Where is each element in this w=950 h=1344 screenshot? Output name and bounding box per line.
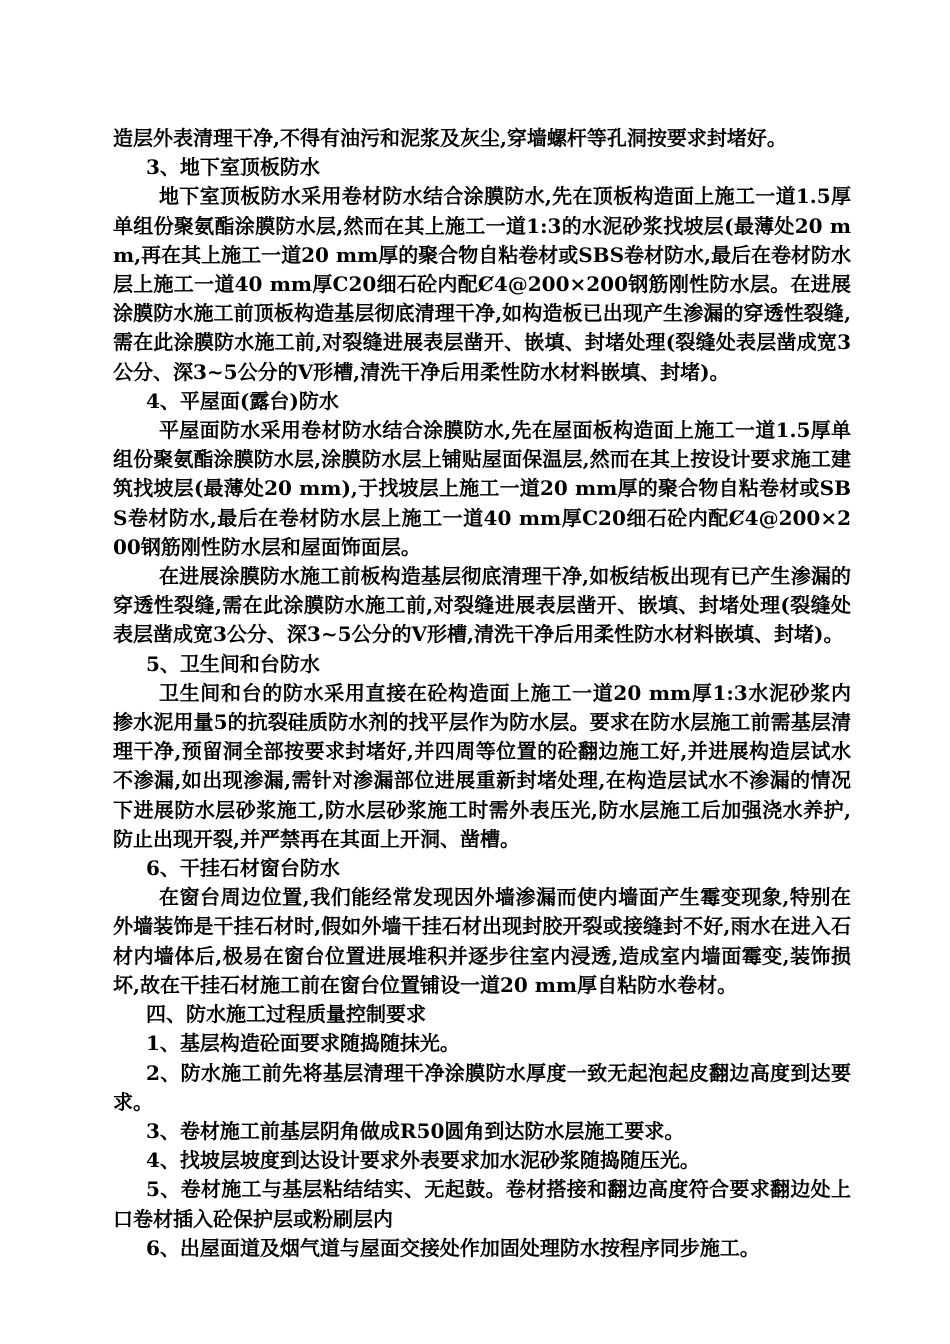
quality-item-5: 5、卷材施工与基层粘结结实、无起鼓。卷材搭接和翻边高度符合要求翻边处上口卷材插入砼保护层或粉刷层内 — [113, 1177, 851, 1231]
section-heading-3: 3、地下室顶板防水 — [146, 155, 320, 180]
paragraph-flat-roof-cracks: 在进展涂膜防水施工前板构造基层彻底清理干净,如板结板出现有已产生渗漏的穿透性裂缝,需在此涂膜防水施工前,对裂缝进展表层凿开、嵌填、封堵处理(裂缝处表层凿成宽3公分、深3~5公分的V形槽,清洗干净后用柔性防水材料嵌填、封堵)。 — [113, 564, 851, 647]
quality-item-3: 3、卷材施工前基层阴角做成R50圆角到达防水层施工要求。 — [146, 1118, 685, 1143]
quality-item-6: 6、出屋面道及烟气道与屋面交接处作加固处理防水按程序同步施工。 — [146, 1235, 760, 1260]
quality-item-1: 1、基层构造砼面要求随捣随抹光。 — [146, 1031, 460, 1056]
section-heading-quality: 四、防水施工过程质量控制要求 — [146, 1002, 426, 1027]
quality-item-2: 2、防水施工前先将基层清理干净涂膜防水厚度一致无起泡起皮翻边高度到达要求。 — [113, 1060, 851, 1114]
paragraph-flat-roof: 平屋面防水采用卷材防水结合涂膜防水,先在屋面板构造面上施工一道1.5厚单组份聚氨酯涂膜防水层,涂膜防水层上铺贴屋面保温层,然而在其上按设计要求施工建筑找坡层(最薄处20 mm),于找坡层上施工一道20 mm厚的聚合物自粘卷材或SBS卷材防水,最后在卷材防水层上施工一道40 mm厚C20细石砼内配Ȼ4@200×200钢筋刚性防水层和屋面饰面层。 — [113, 418, 851, 559]
document-body — [113, 124, 851, 1263]
quality-item-4: 4、找坡层坡度到达设计要求外表要求加水泥砂浆随捣随压光。 — [146, 1148, 700, 1173]
section-heading-6: 6、干挂石材窗台防水 — [146, 856, 340, 881]
section-heading-5: 5、卫生间和台防水 — [146, 651, 320, 676]
section-heading-4: 4、平屋面(露台)防水 — [146, 388, 339, 413]
paragraph-bathroom: 卫生间和台的防水采用直接在砼构造面上施工一道20 mm厚1:3水泥砂浆内掺水泥用量5的抗裂硅质防水剂的找平层作为防水层。要求在防水层施工前需基层清理干净,预留洞全部按要求封堵好,并四周等位置的砼翻边施工好,并进展构造层试水不渗漏,如出现渗漏,需针对渗漏部位进展重新封堵处理,在构造层试水不渗漏的情况下进展防水层砂浆施工,防水层砂浆施工时需外表压光,防水层施工后加强浇水养护,防止出现开裂,并严禁再在其面上开洞、凿槽。 — [113, 680, 851, 851]
paragraph-continuation: 造层外表清理干净,不得有油污和泥浆及灰尘,穿墙螺杆等孔洞按要求封堵好。 — [113, 126, 787, 150]
paragraph-roof-slab: 地下室顶板防水采用卷材防水结合涂膜防水,先在顶板构造面上施工一道1.5厚单组份聚氨酯涂膜防水层,然而在其上施工一道1:3的水泥砂浆找坡层(最薄处20 mm,再在其上施工一道20 mm厚的聚合物自粘卷材或SBS卷材防水,最后在卷材防水层上施工一道40 mm厚C20细石砼内配Ȼ4@200×200钢筋刚性防水层。在进展涂膜防水施工前顶板构造基层彻底清理干净,如构造板已出现产生渗漏的穿透性裂缝,需在此涂膜防水施工前,对裂缝进展表层凿开、嵌填、封堵处理(裂缝处表层凿成宽3公分、深3~5公分的V形槽,清洗干净后用柔性防水材料嵌填、封堵)。 — [113, 184, 851, 384]
paragraph-window-sill: 在窗台周边位置,我们能经常发现因外墙渗漏而使内墙面产生霉变现象,特别在外墙装饰是干挂石材时,假如外墙干挂石材出现封胶开裂或接缝封不好,雨水在进入石材内墙体后,极易在窗台位置进展堆积并逐步往室内浸透,造成室内墙面霉变,装饰损坏,故在干挂石材施工前在窗台位置铺设一道20 mm厚自粘防水卷材。 — [113, 885, 851, 997]
